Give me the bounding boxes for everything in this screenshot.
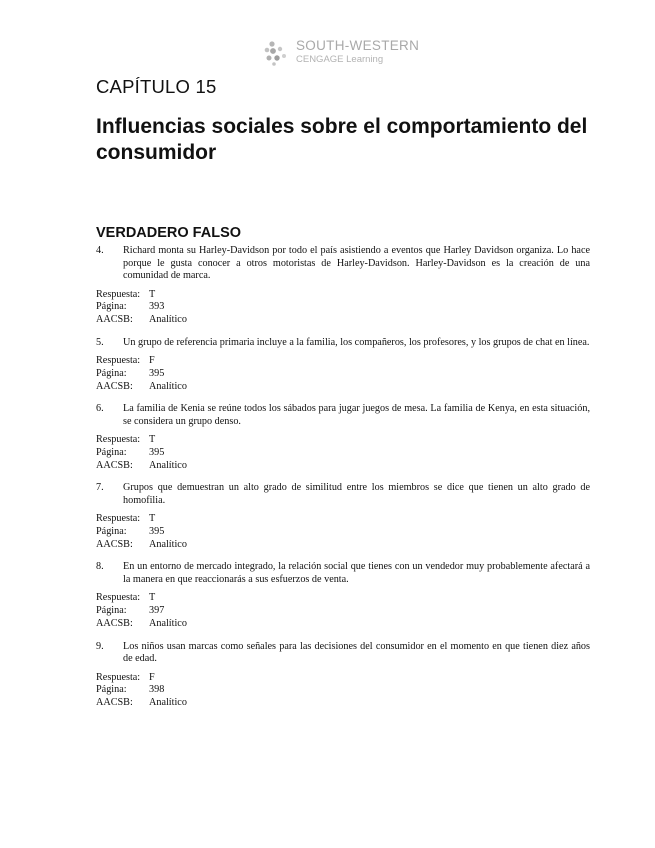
answer-value: F [149, 355, 155, 367]
aacsb-label: AACSB: [96, 538, 133, 550]
answer-row [96, 434, 590, 447]
question-row [96, 337, 590, 350]
question-number: 7. [96, 482, 104, 494]
page-value: 393 [149, 301, 165, 313]
section-heading: VERDADERO FALSO [96, 225, 242, 241]
answer-label: Respuesta: [96, 355, 141, 367]
question-item [96, 561, 590, 630]
question-number: 5. [96, 336, 104, 348]
aacsb-value: Analítico [149, 313, 187, 325]
aacsb-label: AACSB: [96, 380, 133, 392]
question-row [96, 245, 590, 283]
question-list [96, 245, 590, 720]
page-label: Página: [96, 367, 127, 379]
question-item [96, 337, 590, 394]
aacsb-value: Analítico [149, 696, 187, 708]
page-row [96, 684, 590, 697]
page-value: 397 [149, 605, 165, 617]
answer-value: T [149, 592, 156, 604]
logo-dots-icon [263, 40, 291, 66]
answer-label: Respuesta: [96, 671, 141, 683]
page-label: Página: [96, 446, 127, 458]
question-item [96, 641, 590, 710]
answer-row [96, 672, 590, 685]
answer-label: Respuesta: [96, 434, 141, 446]
answer-label: Respuesta: [96, 513, 141, 525]
page-value: 395 [149, 526, 165, 538]
page-value: 395 [149, 446, 165, 458]
page-label: Página: [96, 684, 127, 696]
answer-row [96, 289, 590, 302]
page-value: 398 [149, 684, 165, 696]
aacsb-value: Analítico [149, 380, 187, 392]
aacsb-label: AACSB: [96, 617, 133, 629]
question-number: 9. [96, 640, 104, 652]
page-row [96, 301, 590, 314]
chapter-label: CAPÍTULO 15 [96, 76, 217, 97]
page-title: Influencias sociales sobre el comportamiento del consumidor [96, 115, 588, 164]
question-meta [96, 672, 590, 710]
page-label: Página: [96, 301, 127, 313]
page-value: 395 [149, 367, 165, 379]
aacsb-row [96, 539, 590, 552]
page-row [96, 526, 590, 539]
answer-row [96, 513, 590, 526]
question-meta [96, 289, 590, 327]
answer-row [96, 355, 590, 368]
page-row [96, 368, 590, 381]
answer-label: Respuesta: [96, 592, 141, 604]
answer-value: T [149, 434, 156, 446]
aacsb-label: AACSB: [96, 459, 133, 471]
page-label: Página: [96, 605, 127, 617]
question-row [96, 403, 590, 428]
question-number: 6. [96, 403, 104, 415]
question-text: En un entorno de mercado integrado, la relación social que tienes con un vendedor muy probablemente afectará a la manera en que reaccionarás a sus esfuerzos de venta. [123, 561, 590, 585]
question-text: La familia de Kenia se reúne todos los sábados para jugar juegos de mesa. La familia de Kenya, en esta situación, se considera un grupo denso. [123, 403, 590, 427]
question-number: 8. [96, 561, 104, 573]
question-item [96, 245, 590, 327]
page-row [96, 447, 590, 460]
question-meta [96, 592, 590, 630]
question-text: Grupos que demuestran un alto grado de similitud entre los miembros se dice que tienen un alto grado de homofilia. [123, 482, 590, 506]
question-item [96, 482, 590, 551]
answer-value: T [149, 513, 156, 525]
question-meta [96, 513, 590, 551]
question-row [96, 641, 590, 666]
answer-row [96, 592, 590, 605]
answer-label: Respuesta: [96, 288, 141, 300]
question-meta [96, 355, 590, 393]
question-text: Un grupo de referencia primaria incluye a la familia, los compañeros, los profesores, y los grupos de chat en línea. [123, 336, 590, 348]
aacsb-row [96, 618, 590, 631]
aacsb-value: Analítico [149, 459, 187, 471]
question-text: Los niños usan marcas como señales para las decisiones del consumidor en el momento en que tienen diez años de edad. [123, 640, 590, 665]
page-label: Página: [96, 526, 127, 538]
question-meta [96, 434, 590, 472]
aacsb-label: AACSB: [96, 696, 133, 708]
question-row [96, 482, 590, 507]
aacsb-label: AACSB: [96, 313, 133, 325]
aacsb-value: Analítico [149, 617, 187, 629]
question-item [96, 403, 590, 472]
logo-line1: SOUTH-WESTERN [296, 38, 420, 53]
logo-line2: CENGAGE Learning [296, 54, 384, 65]
aacsb-row [96, 697, 590, 710]
aacsb-row [96, 381, 590, 394]
answer-value: T [149, 288, 156, 300]
question-number: 4. [96, 245, 104, 256]
question-row [96, 561, 590, 586]
aacsb-row [96, 314, 590, 327]
question-text: Richard monta su Harley-Davidson por todo el país asistiendo a eventos que Harley Davidson organiza. Lo hace porque le gusta conocer a otros motoristas de Harley-Davidson. Harley-Davidson es la creación de una comunidad de marca. [123, 245, 590, 281]
answer-value: F [149, 671, 155, 683]
aacsb-value: Analítico [149, 538, 187, 550]
page-row [96, 605, 590, 618]
aacsb-row [96, 460, 590, 473]
